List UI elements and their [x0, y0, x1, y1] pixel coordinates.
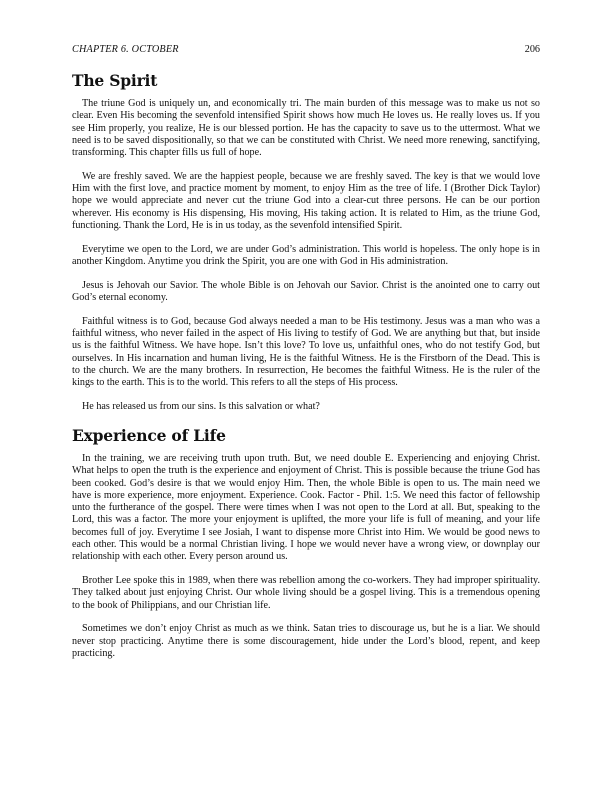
paragraph: Sometimes we don’t enjoy Christ as much as we think. Satan tries to discourage us, but he is a liar. We should never stop practicing. Anytime there is some discouragement, hide under the Lord’s blood, repent, and keep practicing.: [72, 623, 540, 659]
section-the-spirit: [72, 72, 540, 413]
paragraph: Faithful witness is to God, because God always needed a man to be His testimony. Jesus was a man who was a faithful witness, who never failed in the aspect of His living to testify of God. We are anything but that, but inside us is the faithful Witness. We have hope. Isn’t this love? To love us, unfaithful ones, who do not testify God, but ourselves. In His incarnation and human living, He is the faithful Witness. He is the Firstborn of the Dead. This is to the church. We are the many brothers. In resurrection, He becomes the faithful Witness. He is the ruler of the kings to the earth. This is to the world. This refers to all the steps of His process.: [72, 315, 540, 389]
section-heading: The Spirit: [72, 71, 158, 90]
chapter-label: CHAPTER 6. OCTOBER: [72, 44, 179, 55]
page-number: 206: [524, 44, 540, 55]
paragraph: We are freshly saved. We are the happiest people, because we are freshly saved. The key is that we would love Him with the first love, and practice moment by moment, to enjoy Him as the tree of life. I (Brother Dick Taylor) hope we would appreciate and never cut the triune God into a clear-cut three persons. He can be our portion wherever. His economy is His dispensing, His moving, His taking action. It is related to Him, as the triune God, functioning. Thank the Lord, He is in us today, as the sevenfold intensified Spirit.: [72, 170, 540, 231]
paragraph: He has released us from our sins. Is this salvation or what?: [82, 400, 320, 412]
paragraph: Brother Lee spoke this in 1989, when there was rebellion among the co-workers. They had improper spirituality. They talked about just enjoying Christ. Our whole living should be a gospel living. This is a tremendous opening to the book of Philippians, and our Christian life.: [72, 575, 540, 611]
running-header: [72, 44, 540, 56]
section-experience-of-life: [72, 427, 540, 660]
paragraph: In the training, we are receiving truth upon truth. But, we need double E. Experiencing and enjoying Christ. What helps to open the truth is the experience and enjoyment of Christ. This is possible because the triune God has been cooked. God’s desire is that we would enjoy Him. Then, the whole Bible is open to us. The main need we have is more experience, more enjoyment. Experience. Cook. Factor - Phil. 1:5. We need this factor of fellowship unto the furtherance of the gospel. There were times when I was not open to the Lord at all. But, speaking to the Lord, this was a factor. The more your enjoyment is uplifted, the more your life is full of meaning, and your life becomes full of joy. Everytime I see Josiah, I want to dispense more Christ into Him. We would be good news to each other. This would be a normal Christian living. I hope we would never have a wrong view, or downplay our relationship with each other. Every person around us.: [72, 453, 540, 563]
paragraph: Everytime we open to the Lord, we are under God’s administration. This world is hopeless. The only hope is in another Kingdom. Anytime you drink the Spirit, you are one with God in His administration.: [72, 243, 540, 267]
paragraph: The triune God is uniquely un, and economically tri. The main burden of this message was to make us not so clear. Even His becoming the sevenfold intensified Spirit shows how much He loves us. He really loves us. If you see Him properly, you realize, He is our blessed portion. He has the capacity to save us to the uttermost. What we need is to be saved dispositionally, so that we can be constituted with Christ. We need more renewing, sanctifying, transforming. This chapter fills us full of hope.: [72, 98, 540, 158]
section-heading: Experience of Life: [72, 426, 226, 446]
paragraph: Jesus is Jehovah our Savior. The whole Bible is on Jehovah our Savior. Christ is the anointed one to carry out God’s eternal economy.: [72, 279, 540, 304]
document-page: [72, 44, 540, 672]
